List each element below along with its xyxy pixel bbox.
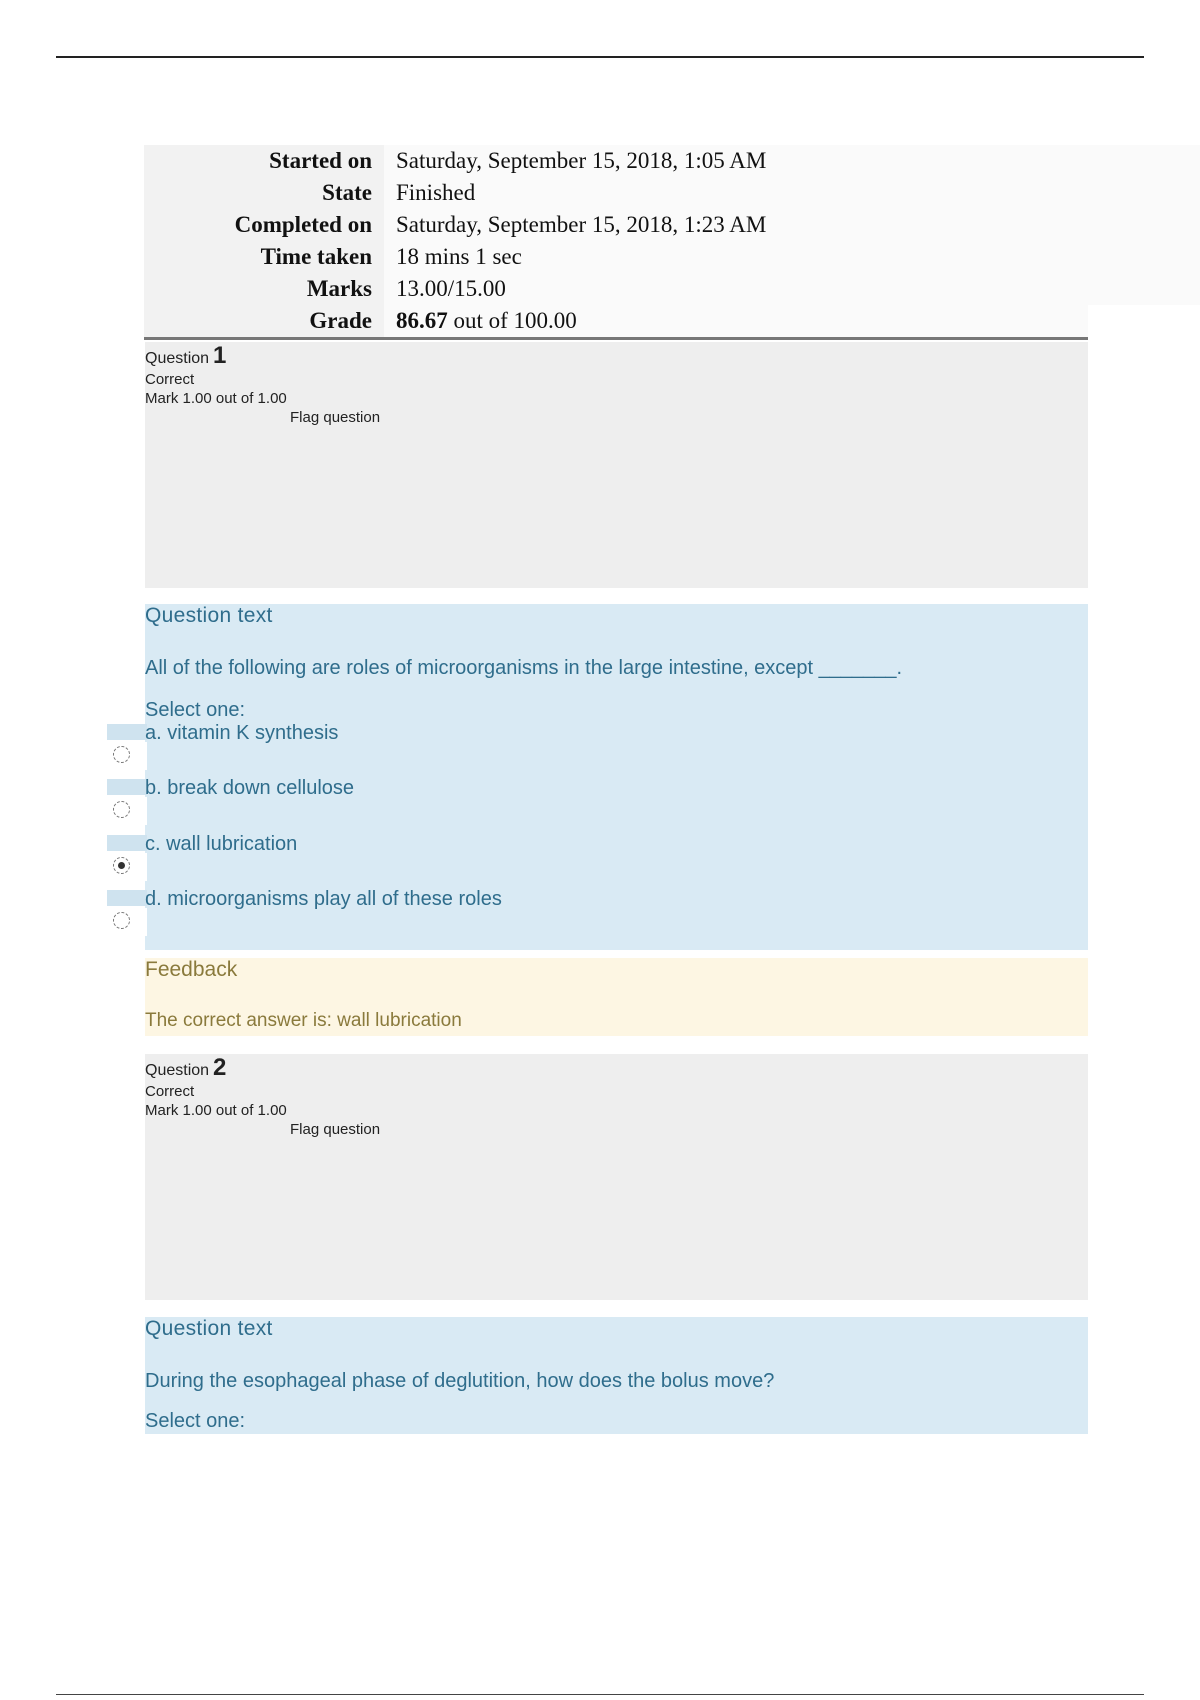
question-mark: Mark 1.00 out of 1.00 [145, 390, 287, 407]
summary-label: Grade [144, 305, 384, 337]
summary-value: 13.00/15.00 [384, 273, 1200, 305]
question-number-value: 1 [213, 342, 227, 369]
select-one-label: Select one: [145, 699, 246, 721]
option-strip [107, 890, 147, 906]
summary-label: Completed on [144, 209, 384, 241]
summary-row-grade [144, 305, 1088, 340]
summary-row-state [144, 177, 1200, 209]
option-strip [107, 779, 147, 795]
question-prefix: Question [145, 1062, 210, 1079]
question-text-heading: Question text [145, 1317, 273, 1340]
feedback-text: The correct answer is: wall lubrication [145, 1010, 462, 1031]
summary-row-completed-on [144, 209, 1200, 241]
summary-label: Started on [144, 145, 384, 177]
option-label[interactable]: d. microorganisms play all of these roles [145, 888, 502, 910]
question-number [145, 1054, 1088, 1082]
option-strip [107, 724, 147, 740]
question-text-heading: Question text [145, 604, 273, 627]
question-number [145, 342, 1088, 370]
summary-value: Saturday, September 15, 2018, 1:05 AM [384, 145, 1200, 177]
summary-value: 18 mins 1 sec [384, 241, 1200, 273]
flag-question-link[interactable]: Flag question [290, 1121, 381, 1138]
option-strip [107, 835, 147, 851]
question-1-feedback [145, 958, 1088, 1036]
option-label[interactable]: c. wall lubrication [145, 833, 298, 855]
question-status: Correct [145, 371, 195, 388]
question-2-info [145, 1054, 1088, 1300]
summary-value [384, 305, 1088, 337]
page-bottom-rule [56, 1694, 1144, 1695]
answer-option-c[interactable] [107, 833, 1088, 887]
radio-button-selected[interactable] [113, 857, 130, 874]
grade-score: 86.67 [396, 308, 448, 333]
question-mark: Mark 1.00 out of 1.00 [145, 1102, 287, 1119]
summary-label: Marks [144, 273, 384, 305]
summary-label: State [144, 177, 384, 209]
summary-label: Time taken [144, 241, 384, 273]
radio-button[interactable] [113, 801, 130, 818]
page-top-rule [56, 56, 1144, 58]
summary-value: Finished [384, 177, 1200, 209]
answer-option-b[interactable] [107, 777, 1088, 831]
radio-button[interactable] [113, 746, 130, 763]
attempt-summary-table [144, 145, 1200, 340]
feedback-heading: Feedback [145, 958, 238, 981]
option-label[interactable]: b. break down cellulose [145, 777, 355, 799]
select-one-label: Select one: [145, 1410, 246, 1432]
question-prefix: Question [145, 350, 210, 367]
summary-row-started-on [144, 145, 1200, 177]
option-label[interactable]: a. vitamin K synthesis [145, 722, 339, 744]
flag-question-link[interactable]: Flag question [290, 409, 381, 426]
question-number-value: 2 [213, 1054, 227, 1081]
question-text: During the esophageal phase of deglutition, how does the bolus move? [145, 1370, 775, 1392]
question-status: Correct [145, 1083, 195, 1100]
question-text: All of the following are roles of microorganisms in the large intestine, except _______. [145, 657, 903, 679]
summary-row-time-taken [144, 241, 1200, 273]
radio-button[interactable] [113, 912, 130, 929]
grade-out-of: out of 100.00 [447, 308, 577, 333]
answer-option-a[interactable] [107, 722, 1088, 776]
summary-value: Saturday, September 15, 2018, 1:23 AM [384, 209, 1200, 241]
summary-row-marks [144, 273, 1200, 305]
answer-option-d[interactable] [107, 888, 1088, 942]
question-1-info [145, 342, 1088, 588]
question-2-content [145, 1317, 1088, 1434]
